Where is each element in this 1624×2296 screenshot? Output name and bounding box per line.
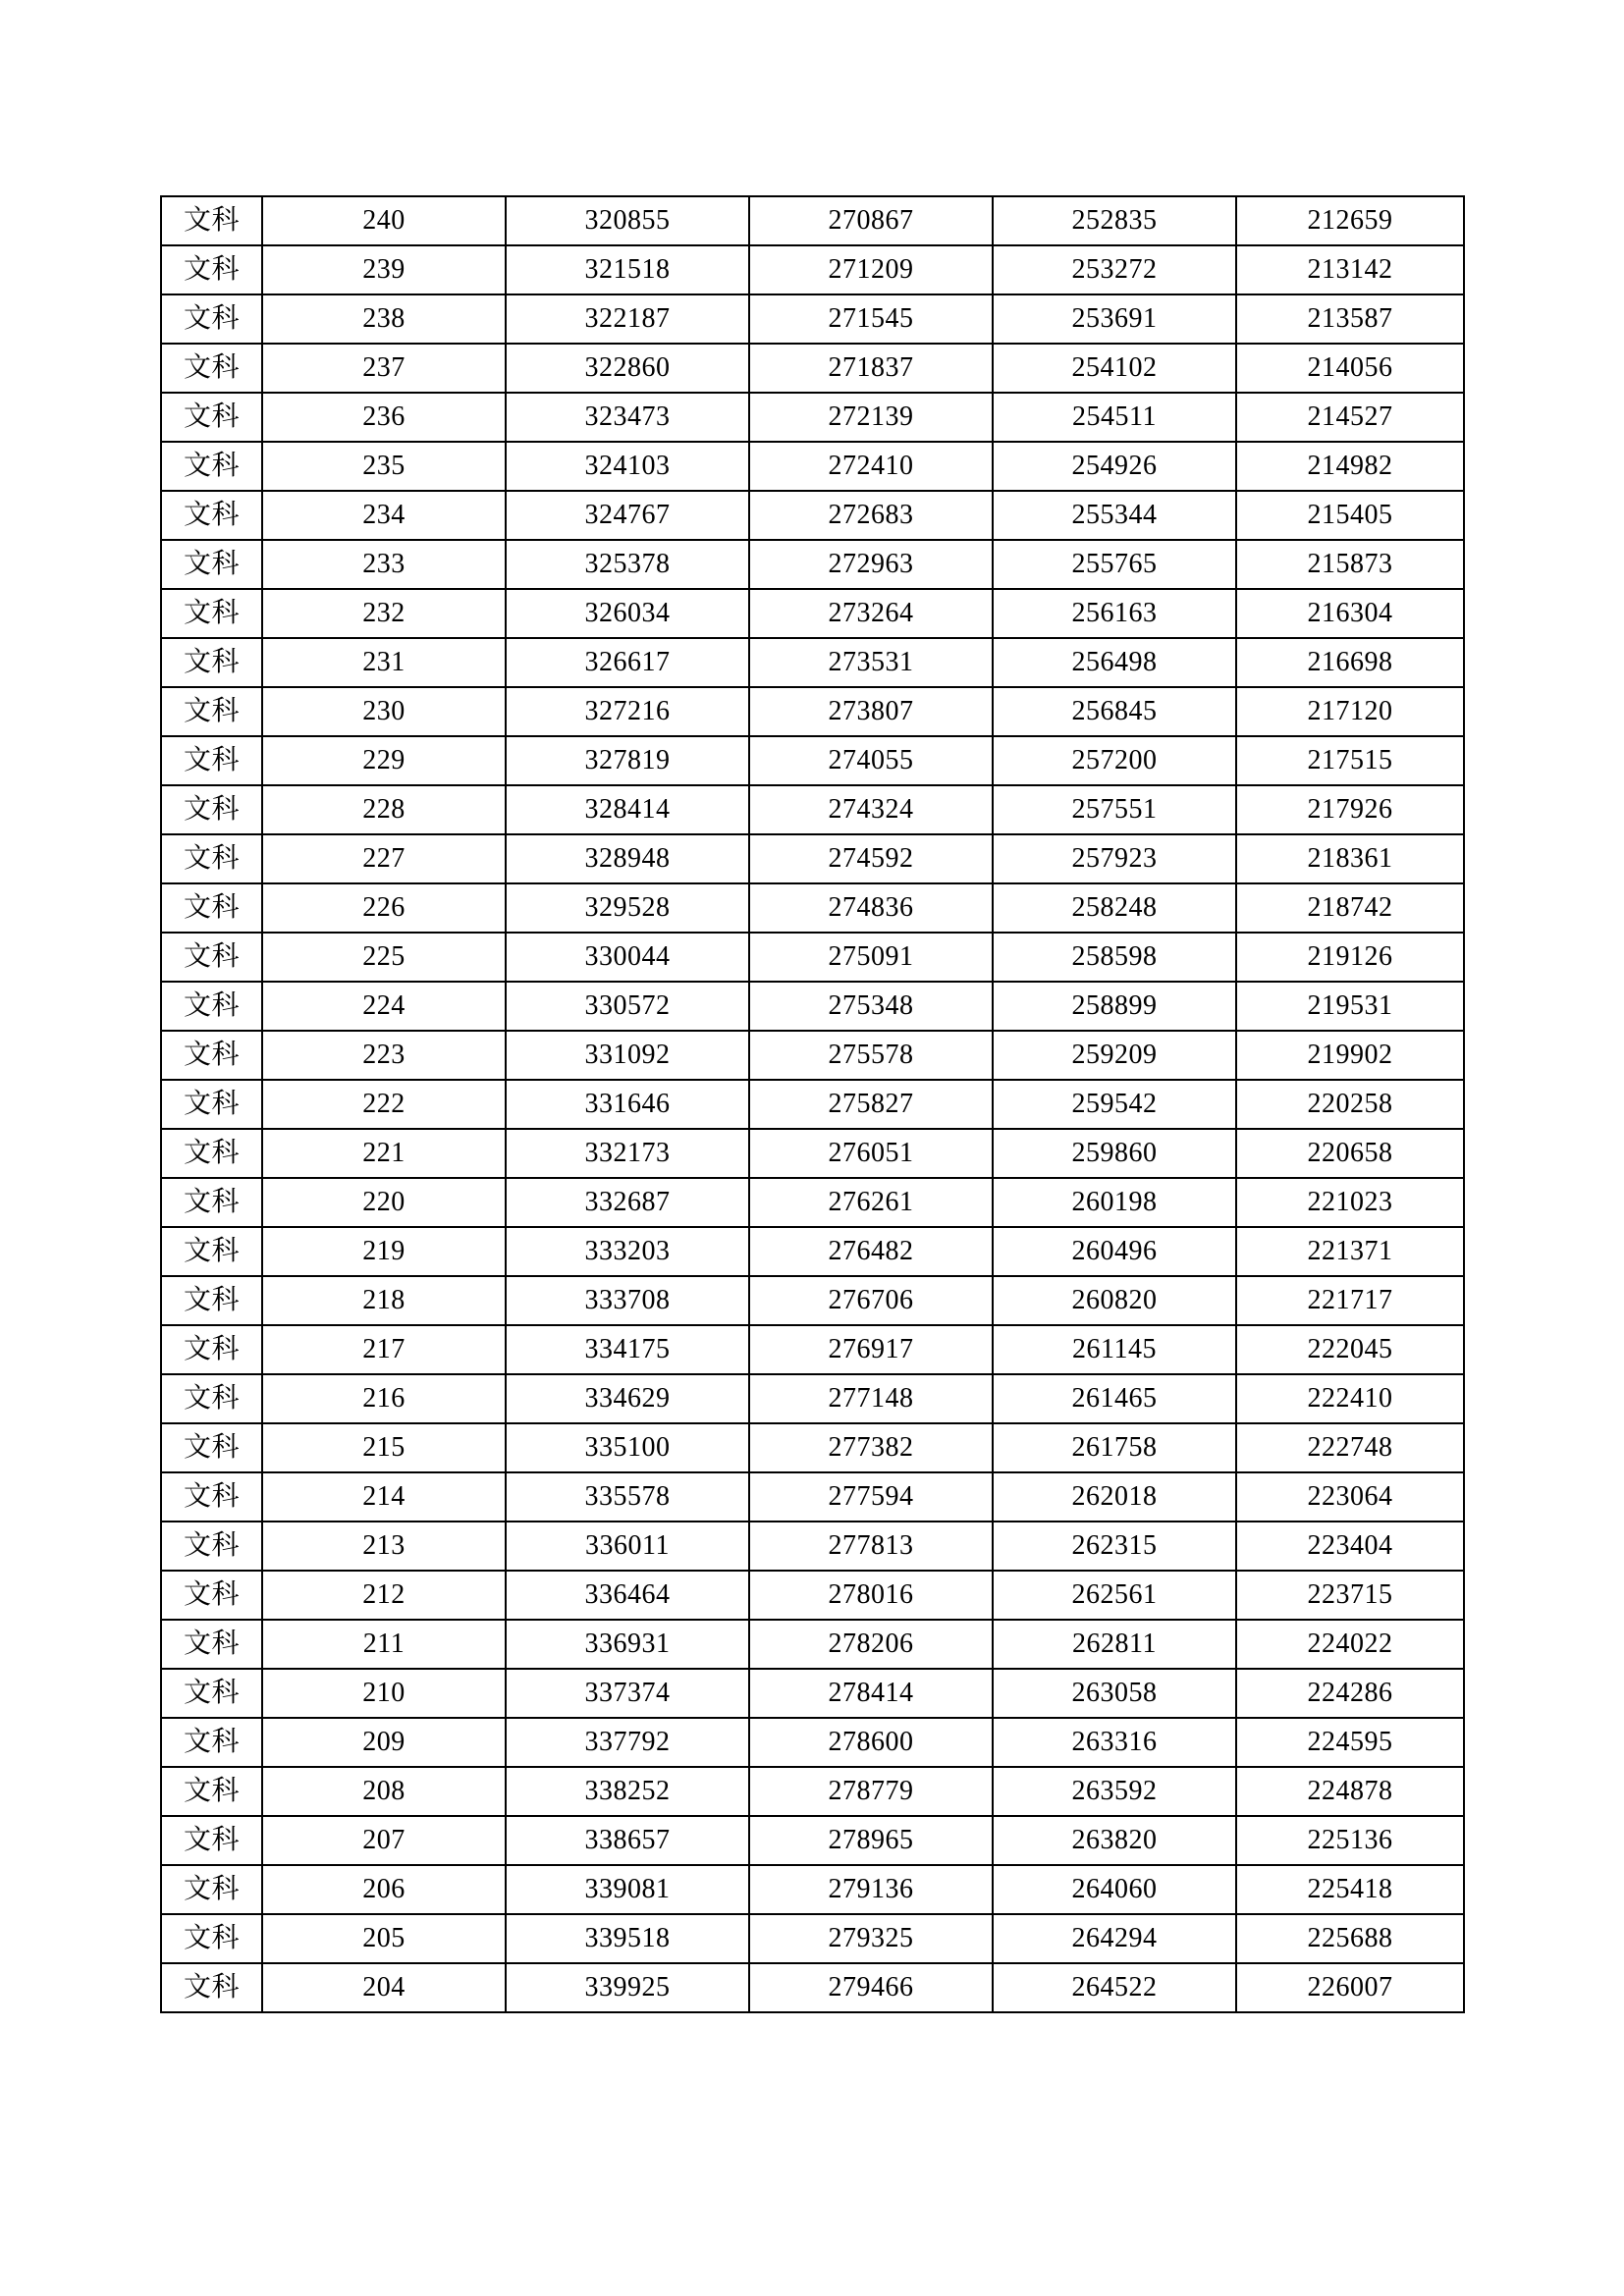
cell-v3: 260496: [993, 1227, 1236, 1276]
cell-subject: 文科: [161, 982, 262, 1031]
cell-v2: 275827: [749, 1080, 993, 1129]
cell-v1: 324103: [506, 442, 749, 491]
cell-v4: 219902: [1236, 1031, 1464, 1080]
cell-v1: 334175: [506, 1325, 749, 1374]
cell-v2: 277813: [749, 1522, 993, 1571]
cell-v2: 274836: [749, 883, 993, 933]
cell-v4: 222748: [1236, 1423, 1464, 1472]
cell-v4: 219126: [1236, 933, 1464, 982]
cell-score: 231: [262, 638, 506, 687]
score-to-rank-table: [160, 195, 1465, 2013]
cell-v4: 223064: [1236, 1472, 1464, 1522]
cell-subject: 文科: [161, 1178, 262, 1227]
cell-subject: 文科: [161, 393, 262, 442]
cell-v1: 325378: [506, 540, 749, 589]
table-row: [161, 1325, 1464, 1374]
cell-v1: 335100: [506, 1423, 749, 1472]
cell-v3: 264522: [993, 1963, 1236, 2012]
table-row: [161, 294, 1464, 344]
cell-score: 204: [262, 1963, 506, 2012]
table-row: [161, 1178, 1464, 1227]
cell-subject: 文科: [161, 540, 262, 589]
cell-v3: 263592: [993, 1767, 1236, 1816]
cell-v3: 261145: [993, 1325, 1236, 1374]
cell-v4: 224022: [1236, 1620, 1464, 1669]
table-row: [161, 1276, 1464, 1325]
cell-v1: 333708: [506, 1276, 749, 1325]
cell-subject: 文科: [161, 1767, 262, 1816]
cell-v4: 224286: [1236, 1669, 1464, 1718]
cell-v4: 222045: [1236, 1325, 1464, 1374]
cell-v4: 221371: [1236, 1227, 1464, 1276]
table-row: [161, 245, 1464, 294]
cell-v3: 262018: [993, 1472, 1236, 1522]
cell-v1: 324767: [506, 491, 749, 540]
table-row: [161, 1963, 1464, 2012]
table-row: [161, 1129, 1464, 1178]
cell-v1: 329528: [506, 883, 749, 933]
cell-v4: 214056: [1236, 344, 1464, 393]
table-row: [161, 1522, 1464, 1571]
cell-subject: 文科: [161, 491, 262, 540]
cell-v1: 337374: [506, 1669, 749, 1718]
table-row: [161, 344, 1464, 393]
cell-v3: 264060: [993, 1865, 1236, 1914]
table-row: [161, 1767, 1464, 1816]
cell-v2: 278965: [749, 1816, 993, 1865]
cell-v3: 258248: [993, 883, 1236, 933]
cell-score: 226: [262, 883, 506, 933]
cell-score: 235: [262, 442, 506, 491]
table-row: [161, 785, 1464, 834]
cell-v2: 276482: [749, 1227, 993, 1276]
cell-score: 240: [262, 196, 506, 245]
cell-v1: 327216: [506, 687, 749, 736]
cell-v2: 274324: [749, 785, 993, 834]
cell-v2: 272963: [749, 540, 993, 589]
cell-subject: 文科: [161, 1816, 262, 1865]
cell-v4: 212659: [1236, 196, 1464, 245]
cell-score: 214: [262, 1472, 506, 1522]
cell-subject: 文科: [161, 1031, 262, 1080]
cell-v2: 279466: [749, 1963, 993, 2012]
cell-v4: 220258: [1236, 1080, 1464, 1129]
table-row: [161, 1718, 1464, 1767]
cell-v4: 214982: [1236, 442, 1464, 491]
cell-v2: 272410: [749, 442, 993, 491]
cell-v2: 277382: [749, 1423, 993, 1472]
cell-v3: 257200: [993, 736, 1236, 785]
table-row: [161, 1865, 1464, 1914]
cell-v3: 257551: [993, 785, 1236, 834]
cell-score: 212: [262, 1571, 506, 1620]
cell-v2: 276051: [749, 1129, 993, 1178]
cell-v3: 264294: [993, 1914, 1236, 1963]
cell-v1: 326617: [506, 638, 749, 687]
table-row: [161, 687, 1464, 736]
cell-v4: 222410: [1236, 1374, 1464, 1423]
cell-v4: 224595: [1236, 1718, 1464, 1767]
cell-v3: 252835: [993, 196, 1236, 245]
cell-score: 222: [262, 1080, 506, 1129]
cell-v1: 334629: [506, 1374, 749, 1423]
table-container: [160, 195, 1463, 2013]
cell-v4: 223404: [1236, 1522, 1464, 1571]
cell-v4: 218742: [1236, 883, 1464, 933]
cell-v1: 322860: [506, 344, 749, 393]
cell-score: 227: [262, 834, 506, 883]
cell-v2: 278414: [749, 1669, 993, 1718]
table-row: [161, 982, 1464, 1031]
cell-score: 217: [262, 1325, 506, 1374]
cell-v4: 226007: [1236, 1963, 1464, 2012]
cell-v4: 214527: [1236, 393, 1464, 442]
cell-v3: 260820: [993, 1276, 1236, 1325]
cell-score: 211: [262, 1620, 506, 1669]
cell-v3: 256498: [993, 638, 1236, 687]
cell-v1: 336931: [506, 1620, 749, 1669]
cell-score: 230: [262, 687, 506, 736]
cell-v1: 327819: [506, 736, 749, 785]
cell-v3: 259209: [993, 1031, 1236, 1080]
cell-subject: 文科: [161, 442, 262, 491]
cell-v1: 331646: [506, 1080, 749, 1129]
cell-v2: 276706: [749, 1276, 993, 1325]
cell-v2: 274592: [749, 834, 993, 883]
cell-v3: 261465: [993, 1374, 1236, 1423]
cell-v3: 255765: [993, 540, 1236, 589]
cell-subject: 文科: [161, 883, 262, 933]
cell-subject: 文科: [161, 1325, 262, 1374]
cell-subject: 文科: [161, 196, 262, 245]
cell-v4: 216304: [1236, 589, 1464, 638]
cell-v1: 320855: [506, 196, 749, 245]
table-row: [161, 736, 1464, 785]
cell-subject: 文科: [161, 294, 262, 344]
cell-subject: 文科: [161, 1374, 262, 1423]
cell-v1: 330044: [506, 933, 749, 982]
cell-v4: 217926: [1236, 785, 1464, 834]
cell-score: 237: [262, 344, 506, 393]
cell-v3: 263058: [993, 1669, 1236, 1718]
cell-v3: 257923: [993, 834, 1236, 883]
cell-v3: 260198: [993, 1178, 1236, 1227]
table-row: [161, 638, 1464, 687]
cell-v4: 225688: [1236, 1914, 1464, 1963]
cell-score: 233: [262, 540, 506, 589]
cell-v3: 253691: [993, 294, 1236, 344]
table-row: [161, 1816, 1464, 1865]
cell-v2: 279136: [749, 1865, 993, 1914]
cell-score: 218: [262, 1276, 506, 1325]
cell-subject: 文科: [161, 1472, 262, 1522]
table-row: [161, 196, 1464, 245]
cell-subject: 文科: [161, 1227, 262, 1276]
cell-v4: 217120: [1236, 687, 1464, 736]
cell-v2: 272683: [749, 491, 993, 540]
cell-subject: 文科: [161, 344, 262, 393]
cell-v3: 263820: [993, 1816, 1236, 1865]
cell-v2: 273531: [749, 638, 993, 687]
cell-v4: 217515: [1236, 736, 1464, 785]
cell-v1: 339925: [506, 1963, 749, 2012]
cell-v3: 263316: [993, 1718, 1236, 1767]
table-row: [161, 393, 1464, 442]
table-row: [161, 589, 1464, 638]
cell-v3: 254102: [993, 344, 1236, 393]
cell-v3: 262315: [993, 1522, 1236, 1571]
cell-v2: 273264: [749, 589, 993, 638]
cell-v4: 215405: [1236, 491, 1464, 540]
cell-subject: 文科: [161, 589, 262, 638]
cell-v1: 336464: [506, 1571, 749, 1620]
cell-score: 221: [262, 1129, 506, 1178]
cell-v3: 255344: [993, 491, 1236, 540]
cell-subject: 文科: [161, 1080, 262, 1129]
cell-score: 205: [262, 1914, 506, 1963]
cell-v2: 275091: [749, 933, 993, 982]
table-row: [161, 442, 1464, 491]
cell-v2: 272139: [749, 393, 993, 442]
cell-v3: 258598: [993, 933, 1236, 982]
cell-score: 232: [262, 589, 506, 638]
cell-v1: 338657: [506, 1816, 749, 1865]
cell-v4: 225136: [1236, 1816, 1464, 1865]
cell-score: 216: [262, 1374, 506, 1423]
cell-v4: 225418: [1236, 1865, 1464, 1914]
cell-subject: 文科: [161, 736, 262, 785]
cell-score: 238: [262, 294, 506, 344]
table-row: [161, 540, 1464, 589]
table-row: [161, 1374, 1464, 1423]
cell-subject: 文科: [161, 785, 262, 834]
table-row: [161, 1031, 1464, 1080]
cell-v2: 277594: [749, 1472, 993, 1522]
cell-v4: 213587: [1236, 294, 1464, 344]
cell-v2: 278016: [749, 1571, 993, 1620]
cell-subject: 文科: [161, 245, 262, 294]
cell-v2: 275578: [749, 1031, 993, 1080]
cell-v1: 321518: [506, 245, 749, 294]
cell-subject: 文科: [161, 1276, 262, 1325]
cell-v2: 276261: [749, 1178, 993, 1227]
cell-v4: 224878: [1236, 1767, 1464, 1816]
table-row: [161, 491, 1464, 540]
cell-v4: 219531: [1236, 982, 1464, 1031]
cell-subject: 文科: [161, 638, 262, 687]
cell-subject: 文科: [161, 687, 262, 736]
cell-score: 210: [262, 1669, 506, 1718]
cell-v2: 277148: [749, 1374, 993, 1423]
table-row: [161, 1227, 1464, 1276]
cell-v2: 279325: [749, 1914, 993, 1963]
table-row: [161, 834, 1464, 883]
cell-v3: 253272: [993, 245, 1236, 294]
cell-v1: 328948: [506, 834, 749, 883]
cell-v1: 323473: [506, 393, 749, 442]
cell-score: 224: [262, 982, 506, 1031]
cell-v3: 256163: [993, 589, 1236, 638]
cell-score: 228: [262, 785, 506, 834]
cell-v2: 271209: [749, 245, 993, 294]
cell-v1: 331092: [506, 1031, 749, 1080]
cell-score: 207: [262, 1816, 506, 1865]
table-row: [161, 1423, 1464, 1472]
cell-v1: 336011: [506, 1522, 749, 1571]
cell-v4: 221717: [1236, 1276, 1464, 1325]
cell-v4: 216698: [1236, 638, 1464, 687]
table-row: [161, 1914, 1464, 1963]
cell-score: 223: [262, 1031, 506, 1080]
cell-v1: 335578: [506, 1472, 749, 1522]
cell-v3: 259542: [993, 1080, 1236, 1129]
cell-score: 208: [262, 1767, 506, 1816]
cell-subject: 文科: [161, 1423, 262, 1472]
cell-subject: 文科: [161, 1669, 262, 1718]
cell-score: 206: [262, 1865, 506, 1914]
cell-subject: 文科: [161, 1914, 262, 1963]
cell-v2: 273807: [749, 687, 993, 736]
cell-v2: 271837: [749, 344, 993, 393]
table-row: [161, 1472, 1464, 1522]
cell-v1: 332687: [506, 1178, 749, 1227]
cell-v4: 221023: [1236, 1178, 1464, 1227]
cell-subject: 文科: [161, 1620, 262, 1669]
cell-v1: 337792: [506, 1718, 749, 1767]
cell-v1: 328414: [506, 785, 749, 834]
cell-score: 239: [262, 245, 506, 294]
cell-v2: 271545: [749, 294, 993, 344]
cell-v3: 258899: [993, 982, 1236, 1031]
cell-v4: 223715: [1236, 1571, 1464, 1620]
cell-subject: 文科: [161, 1865, 262, 1914]
cell-v2: 278600: [749, 1718, 993, 1767]
cell-v3: 261758: [993, 1423, 1236, 1472]
cell-subject: 文科: [161, 1963, 262, 2012]
table-row: [161, 1571, 1464, 1620]
cell-score: 234: [262, 491, 506, 540]
cell-v2: 278779: [749, 1767, 993, 1816]
cell-subject: 文科: [161, 1571, 262, 1620]
cell-score: 219: [262, 1227, 506, 1276]
cell-v3: 262811: [993, 1620, 1236, 1669]
cell-v4: 215873: [1236, 540, 1464, 589]
cell-v1: 333203: [506, 1227, 749, 1276]
cell-v2: 275348: [749, 982, 993, 1031]
cell-score: 215: [262, 1423, 506, 1472]
table-body: [161, 196, 1464, 2012]
cell-score: 236: [262, 393, 506, 442]
cell-score: 220: [262, 1178, 506, 1227]
cell-v2: 276917: [749, 1325, 993, 1374]
cell-v3: 262561: [993, 1571, 1236, 1620]
cell-v4: 220658: [1236, 1129, 1464, 1178]
table-row: [161, 883, 1464, 933]
table-row: [161, 933, 1464, 982]
cell-v2: 270867: [749, 196, 993, 245]
cell-subject: 文科: [161, 1522, 262, 1571]
cell-subject: 文科: [161, 1129, 262, 1178]
cell-v3: 254926: [993, 442, 1236, 491]
cell-v3: 259860: [993, 1129, 1236, 1178]
cell-v2: 278206: [749, 1620, 993, 1669]
cell-v1: 332173: [506, 1129, 749, 1178]
cell-v1: 330572: [506, 982, 749, 1031]
cell-v4: 218361: [1236, 834, 1464, 883]
cell-score: 213: [262, 1522, 506, 1571]
cell-score: 209: [262, 1718, 506, 1767]
cell-v1: 322187: [506, 294, 749, 344]
cell-v1: 326034: [506, 589, 749, 638]
cell-subject: 文科: [161, 933, 262, 982]
table-row: [161, 1669, 1464, 1718]
cell-v1: 339518: [506, 1914, 749, 1963]
cell-v2: 274055: [749, 736, 993, 785]
table-row: [161, 1620, 1464, 1669]
cell-v1: 338252: [506, 1767, 749, 1816]
cell-v1: 339081: [506, 1865, 749, 1914]
cell-v3: 256845: [993, 687, 1236, 736]
cell-v4: 213142: [1236, 245, 1464, 294]
cell-subject: 文科: [161, 1718, 262, 1767]
cell-v3: 254511: [993, 393, 1236, 442]
table-row: [161, 1080, 1464, 1129]
cell-subject: 文科: [161, 834, 262, 883]
cell-score: 229: [262, 736, 506, 785]
cell-score: 225: [262, 933, 506, 982]
